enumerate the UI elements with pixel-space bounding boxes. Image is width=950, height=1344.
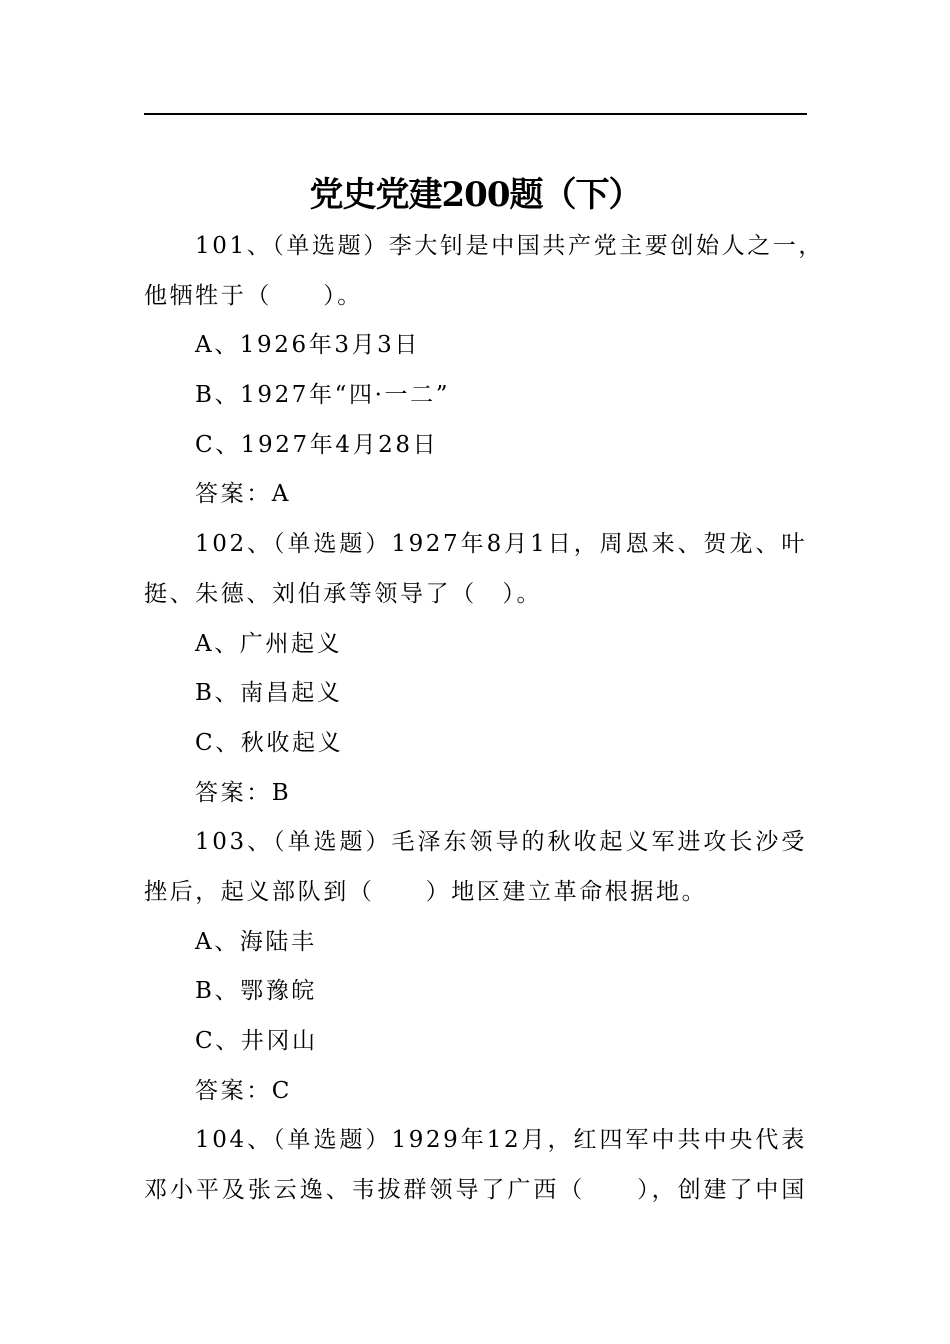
question-104-line-1: 104、（单选题）1929年12月，红四军中共中央代表 — [195, 1127, 807, 1154]
header-rule — [144, 113, 807, 115]
document-body — [144, 222, 824, 1216]
question-102-option-c: C、秋收起义 — [195, 729, 344, 756]
question-104-line-2: 邓小平及张云逸、韦拔群领导了广西（ ），创建了中国 — [144, 1177, 807, 1204]
question-102-option-a: A、广州起义 — [195, 630, 343, 657]
question-101-line-2: 他牺牲于（ ）。 — [144, 282, 363, 309]
question-102-line-1: 102、（单选题）1927年8月1日，周恩来、贺龙、叶 — [195, 531, 807, 558]
question-101-option-b: B、1927年“四·一二” — [195, 382, 451, 409]
question-102-line-2: 挺、朱德、刘伯承等领导了（ ）。 — [144, 580, 543, 607]
question-103-line-2: 挫后，起义部队到（ ）地区建立革命根据地。 — [144, 878, 708, 905]
question-103-line-1: 103、（单选题）毛泽东领导的秋收起义军进攻长沙受 — [195, 829, 807, 856]
question-103-option-c: C、井冈山 — [195, 1028, 318, 1054]
document-title: 党史党建200题（下） — [309, 175, 642, 215]
question-101-line-1: 101、（单选题）李大钊是中国共产党主要创始人之一， — [195, 233, 824, 259]
question-103-answer: 答案：C — [195, 1077, 292, 1104]
question-103-option-b: B、鄂豫皖 — [195, 978, 317, 1005]
question-102-answer: 答案：B — [195, 779, 292, 806]
question-101-option-a: A、1926年3月3日 — [195, 332, 421, 359]
question-101-option-c: C、1927年4月28日 — [195, 431, 439, 458]
question-103-option-a: A、海陆丰 — [195, 928, 317, 955]
question-101-answer: 答案：A — [195, 481, 292, 508]
question-102-option-b: B、南昌起义 — [195, 680, 343, 707]
